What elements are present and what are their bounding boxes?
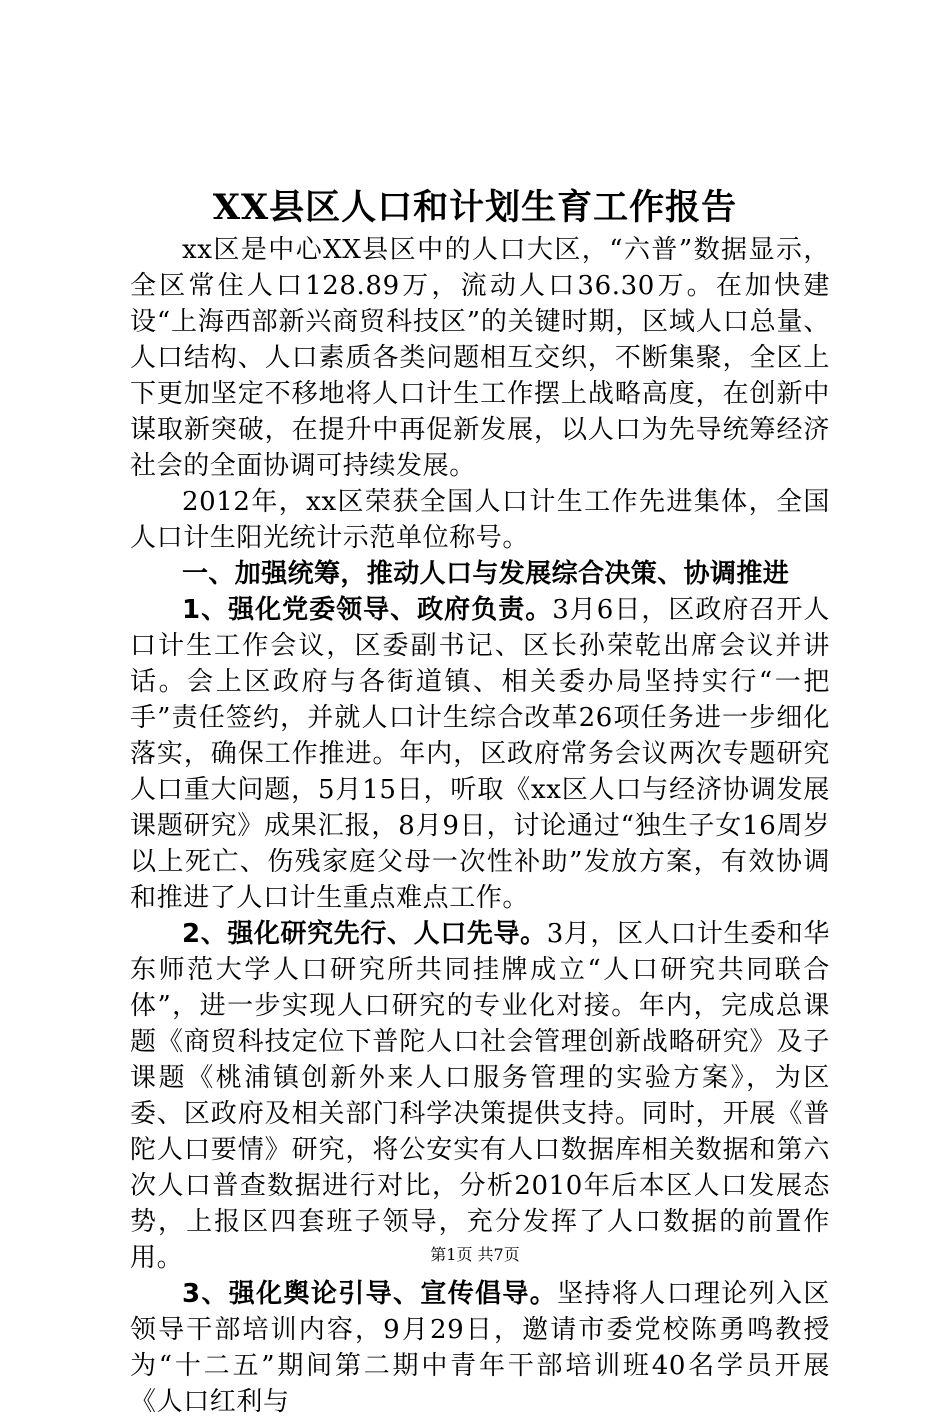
item-paragraph-2 bbox=[130, 916, 830, 1276]
item-paragraph-3 bbox=[130, 1276, 830, 1420]
item-paragraph-1 bbox=[130, 592, 830, 916]
item-lead-2: 2、强化研究先行、人口先导。 bbox=[182, 919, 547, 949]
intro-paragraph-1: xx区是中心XX县区中的人口大区，“六普”数据显示，全区常住人口128.89万，流动人口36.30万。在加快建设“上海西部新兴商贸科技区”的关键时期，区域人口总量、人口结构、人口素质各类问题相互交织，不断集聚，全区上下更加坚定不移地将人口计生工作摆上战略高度，在创新中谋取新突破，在提升中再促新发展，以人口为先导统筹经济社会的全面协调可持续发展。 bbox=[130, 235, 830, 481]
item-text-3: 坚持将人口理论列入区领导干部培训内容，9月29日，邀请市委党校陈勇鸣教授为“十二五”期间第二期中青年干部培训班40名学员开展《人口红利与 bbox=[130, 1279, 830, 1417]
page-footer: 第1页 共7页 bbox=[430, 1245, 520, 1264]
intro-paragraph-2: 2012年，xx区荣获全国人口计生工作先进集体，全国人口计生阳光统计示范单位称号。 bbox=[130, 487, 830, 553]
item-lead-3: 3、强化舆论引导、宣传倡导。 bbox=[182, 1279, 558, 1309]
section-heading-1: 一、加强统筹，推动人口与发展综合决策、协调推进 bbox=[182, 559, 790, 589]
item-text-1: 3月6日，区政府召开人口计生工作会议，区委副书记、区长孙荣乾出席会议并讲话。会上区政府与各街道镇、相关委办局坚持实行“一把手”责任签约，并就人口计生综合改革26项任务进一步细化落实，确保工作推进。年内，区政府常务会议两次专题研究人口重大问题，5月15日，听取《xx区人口与经济协调发展课题研究》成果汇报，8月9日，讨论通过“独生子女16周岁以上死亡、伤残家庭父母一次性补助”发放方案，有效协调和推进了人口计生重点难点工作。 bbox=[130, 595, 830, 913]
document-body bbox=[130, 232, 830, 1420]
item-lead-1: 1、强化党委领导、政府负责。 bbox=[182, 595, 553, 625]
document-title: XX县区人口和计划生育工作报告 bbox=[212, 187, 738, 228]
item-text-2: 3月，区人口计生委和华东师范大学人口研究所共同挂牌成立“人口研究共同联合体”，进一步实现人口研究的专业化对接。年内，完成总课题《商贸科技定位下普陀人口社会管理创新战略研究》及子课题《桃浦镇创新外来人口服务管理的实验方案》，为区委、区政府及相关部门科学决策提供支持。同时，开展《普陀人口要情》研究，将公安实有人口数据库相关数据和第六次人口普查数据进行对比，分析2010年后本区人口发展态势，上报区四套班子领导，充分发挥了人口数据的前置作用。 bbox=[130, 919, 830, 1273]
